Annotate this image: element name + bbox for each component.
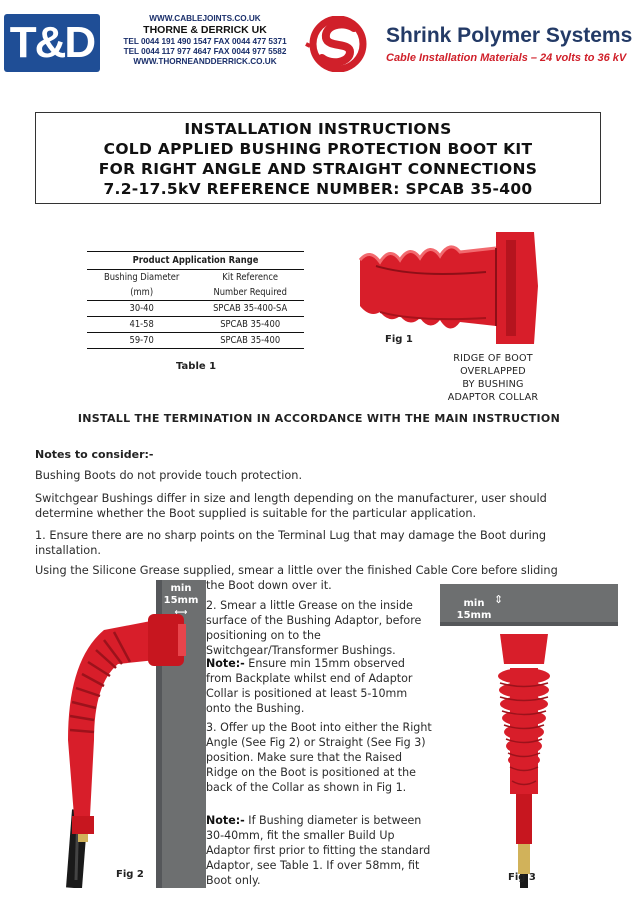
- sps-logo-icon: [304, 16, 376, 72]
- ridge-line: OVERLAPPED: [460, 366, 526, 377]
- brand-name: Shrink Polymer Systems: [386, 24, 633, 47]
- title-line-3: FOR RIGHT ANGLE AND STRAIGHT CONNECTIONS: [98, 160, 538, 178]
- fig3-min-dimension: [454, 598, 494, 622]
- fig3-min-value: 15mm: [456, 610, 492, 621]
- note-bushing-sizes: Switchgear Bushings differ in size and length depending on the manufacturer, user should determine whether the Boot supplied is suitable for the particular application.: [35, 492, 547, 520]
- step-2: 2. Smear a little Grease on the inside surface of the Bushing Adaptor, before positioning on to the Switchgear/Transformer Bushings.: [206, 599, 422, 657]
- table-col1-header: Bushing Diameter: [104, 272, 180, 283]
- company-name: THORNE & DERRICK UK: [143, 24, 267, 36]
- website-link-1[interactable]: WWW.CABLEJOINTS.CO.UK: [149, 14, 261, 23]
- table-cell-ref: SPCAB 35-400-SA: [196, 301, 304, 317]
- grease-instruction: Using the Silicone Grease supplied, smear a little over the finished Cable Core before sliding: [35, 564, 558, 577]
- fig1-ridge-note: [430, 352, 556, 404]
- note-text: Ensure min 15mm observed from Backplate whilst end of Adaptor Collar is positioned at least 5-10mm onto the Bushing.: [206, 657, 413, 715]
- fig3-caption: Fig 3: [508, 872, 536, 883]
- table-cell-diameter: 41-58: [87, 317, 196, 333]
- brand-tagline: Cable Installation Materials – 24 volts to 36 kV: [386, 52, 627, 64]
- table-col2-sub: Number Required: [196, 285, 304, 301]
- dimension-arrow-icon: ⟷: [174, 608, 188, 618]
- note-label: Note:-: [206, 814, 245, 827]
- final-note: [206, 813, 434, 888]
- table-col1-unit: (mm): [87, 285, 196, 301]
- table-col2-header: Kit Reference: [222, 272, 279, 283]
- table-row: [87, 301, 304, 317]
- title-line-1: INSTALLATION INSTRUCTIONS: [184, 120, 452, 138]
- fig2-min-dimension: [160, 583, 202, 619]
- contact-block: [110, 14, 300, 67]
- vertical-arrow-icon: ⇕: [494, 593, 504, 606]
- website-link-2[interactable]: WWW.THORNEANDDERRICK.CO.UK: [133, 57, 277, 66]
- fig2-min-value: 15mm: [163, 595, 199, 606]
- fig2-right-angle-illustration: [60, 580, 206, 888]
- ridge-line: RIDGE OF BOOT: [453, 353, 533, 364]
- table-row: [87, 333, 304, 349]
- table-caption: Table 1: [176, 361, 217, 372]
- phone-line-2: TEL 0044 117 977 4647 FAX 0044 977 5582: [123, 47, 287, 56]
- product-application-table: [87, 251, 304, 349]
- note-text: If Bushing diameter is between 30-40mm, fit the smaller Build Up Adaptor first prior to fitting the standard Adaptor, see Table 1. If over 58mm, fit Boot only.: [206, 814, 431, 887]
- fig1-caption: Fig 1: [385, 334, 413, 345]
- fig2-min-label: min: [170, 583, 192, 594]
- table-row: [87, 317, 304, 333]
- table-heading: Product Application Range: [87, 252, 304, 270]
- ridge-line: BY BUSHING: [462, 379, 524, 390]
- note-touch-protection: Bushing Boots do not provide touch protection.: [35, 469, 303, 482]
- fig3-min-label: min: [463, 598, 485, 609]
- title-line-2: COLD APPLIED BUSHING PROTECTION BOOT KIT: [103, 140, 533, 158]
- title-line-4: 7.2-17.5kV REFERENCE NUMBER: SPCAB 35-400: [103, 180, 533, 198]
- step-2-note: [206, 656, 434, 716]
- step-3: 3. Offer up the Boot into either the Right Angle (See Fig 2) or Straight (See Fig 3) position. Make sure that the Raised Ridge on the Boot is positioned at the back of the Collar as shown in Fig 1.: [206, 721, 432, 794]
- install-heading: INSTALL THE TERMINATION IN ACCORDANCE WITH THE MAIN INSTRUCTION: [77, 412, 561, 425]
- fig2-caption: Fig 2: [116, 869, 144, 880]
- fig1-boot-illustration: [356, 226, 544, 350]
- fig3-straight-illustration: [440, 584, 618, 888]
- grease-instruction-cont: the Boot down over it.: [206, 579, 332, 592]
- notes-heading: Notes to consider:-: [35, 448, 154, 461]
- table-cell-ref: SPCAB 35-400: [196, 333, 304, 349]
- table-cell-diameter: 59-70: [87, 333, 196, 349]
- table-cell-diameter: 30-40: [87, 301, 196, 317]
- phone-line-1: TEL 0044 191 490 1547 FAX 0044 477 5371: [123, 37, 287, 46]
- table-cell-ref: SPCAB 35-400: [196, 317, 304, 333]
- step-1: 1. Ensure there are no sharp points on the Terminal Lug that may damage the Boot during installation.: [35, 529, 547, 557]
- ridge-line: ADAPTOR COLLAR: [447, 392, 539, 403]
- title-box: [35, 112, 601, 204]
- note-label: Note:-: [206, 657, 245, 670]
- td-logo: T&D: [4, 14, 100, 72]
